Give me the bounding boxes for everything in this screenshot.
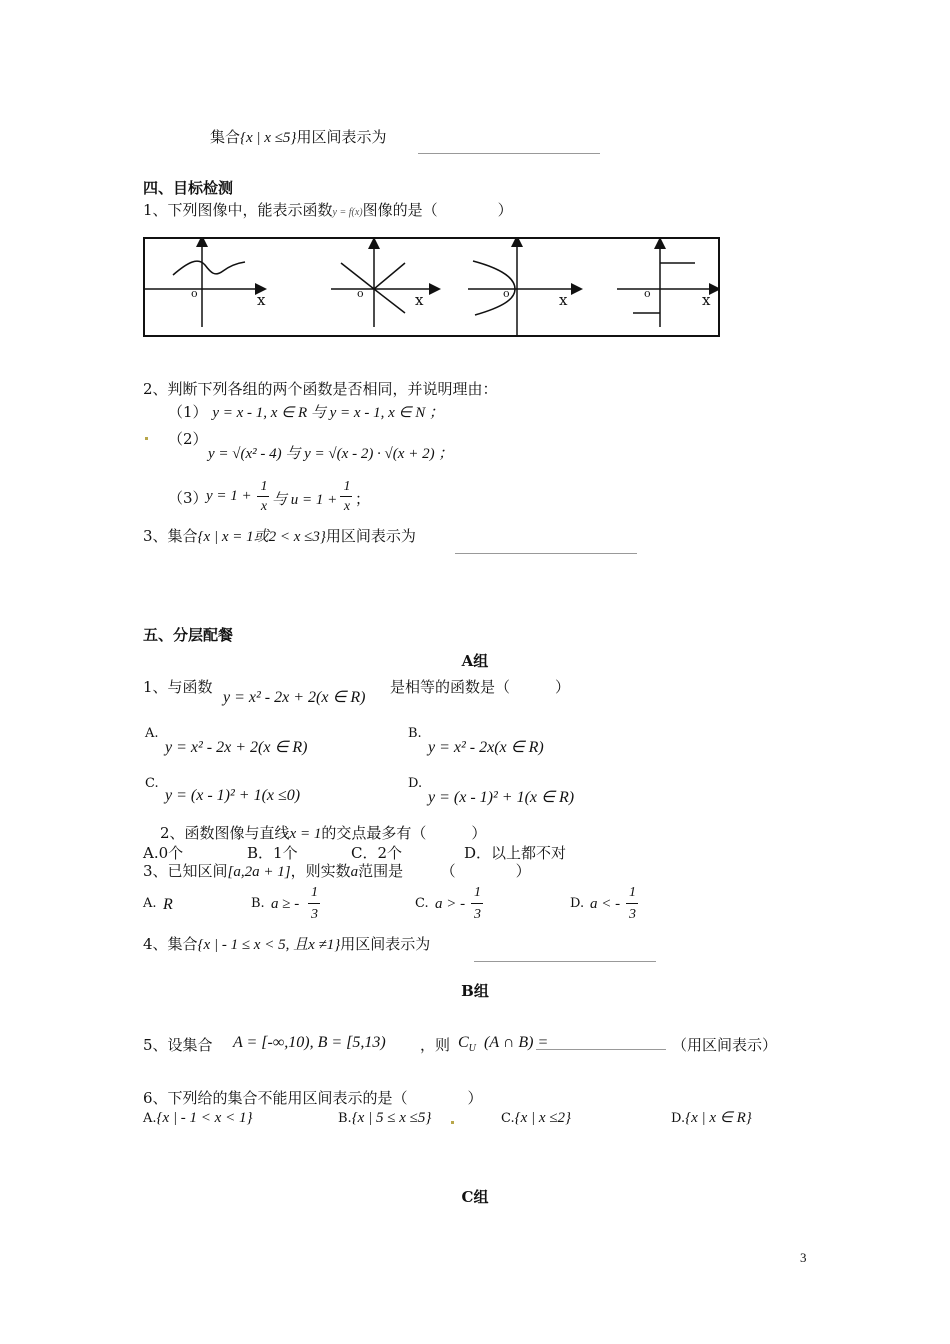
group-a-heading: A组 [461, 652, 489, 670]
frac-1-bar [257, 496, 269, 497]
s5-q1-opt-a-label: A. [145, 726, 159, 741]
origin-label-2: o [357, 287, 364, 300]
graph-3 [468, 241, 577, 335]
s5-q3-opt-b: a ≥ - [271, 896, 300, 912]
frac-d-num: 1 [629, 885, 636, 900]
stray-dot [451, 1121, 454, 1124]
answer-blank [536, 1049, 666, 1050]
s5-q5-math2: $C_U$ [458, 1034, 476, 1055]
s5-q2-opt-d: D．以上都不对 [464, 844, 567, 862]
origin-label-3: o [503, 287, 510, 300]
x-label-2: x [415, 291, 424, 309]
s5-q1-tail: 是相等的函数是（ ） [390, 678, 571, 696]
s5-q5-tail: （用区间表示） [672, 1036, 778, 1054]
s5-q1-math: y = x² - 2x + 2(x ∈ R) [223, 689, 366, 706]
s5-q1-opt-d-label: D. [408, 776, 423, 791]
origin-label-4: o [644, 287, 651, 300]
s4-q2-item-1: （1） y = x - 1, x ∈ R 与 y = x - 1, x ∈ N ； [168, 403, 445, 421]
frac-d-bar [626, 903, 638, 904]
s5-q5-text: 5、设集合 [143, 1036, 213, 1054]
frac-1-den: x [260, 499, 268, 514]
s5-q5-math3: (A ∩ B) = [484, 1034, 549, 1051]
answer-blank [418, 153, 600, 154]
frac-1-num: 1 [260, 479, 268, 494]
s5-q6-opt-a: A.{x | - 1 < x < 1} [143, 1110, 253, 1126]
answer-blank [474, 961, 656, 962]
s5-q5-mid: ，则 [420, 1036, 451, 1054]
s5-q2-opt-b: B．1个 [247, 844, 298, 862]
frac-b-den: 3 [311, 907, 318, 922]
frac-c-bar [471, 903, 483, 904]
s4-q1: 1、下列图像中，能表示函数y = f(x)图像的是（ ） [143, 201, 513, 219]
s5-q3-opt-d-label: D. [570, 896, 585, 911]
frac-2-den: x [343, 499, 351, 514]
s5-q3: 3、已知区间[a,2a + 1]，则实数a范围是 （ ） [143, 862, 531, 880]
s5-q5-math: A = [-∞,10), B = [5,13) [233, 1034, 386, 1051]
s4-q2-item-3: （3） [168, 489, 208, 507]
s5-q1-opt-c-label: C. [145, 776, 159, 791]
frac-c-den: 3 [474, 907, 481, 922]
s5-q2-opt-a: A.0个 [143, 844, 184, 862]
group-c-heading: C组 [461, 1188, 489, 1206]
stray-dot [145, 437, 148, 440]
s5-q3-opt-a-label: A. [143, 896, 157, 911]
s5-q1-opt-b-label: B. [408, 726, 422, 741]
s4-q3: 3、集合{x | x = 1或2 < x ≤3}用区间表示为 [143, 527, 416, 545]
s5-q1-text: 1、与函数 [143, 678, 213, 696]
s5-q3-opt-c-label: C. [415, 896, 429, 911]
graph-1 [145, 241, 261, 327]
graphs-svg [143, 237, 720, 337]
s5-q6-opt-d: D.{x | x ∈ R} [671, 1110, 752, 1126]
s4-q2-text: 2、判断下列各组的两个函数是否相同，并说明理由： [143, 380, 498, 398]
s5-q4: 4、集合{x | - 1 ≤ x < 5, 且x ≠1}用区间表示为 [143, 935, 431, 953]
page-number: 3 [800, 1250, 807, 1265]
section-5-heading: 五、分层配餐 [143, 626, 234, 644]
s5-q1-opt-a: y = x² - 2x + 2(x ∈ R) [165, 739, 308, 756]
s5-q1-opt-c: y = (x - 1)² + 1(x ≤0) [165, 787, 301, 804]
frac-2-num: 1 [343, 479, 351, 494]
s5-q3-opt-d: a < - [590, 896, 621, 912]
s5-q3-opt-a: R [163, 896, 173, 913]
x-label-1: x [257, 291, 266, 309]
frac-d-den: 3 [629, 907, 636, 922]
s5-q6-opt-c: C.{x | x ≤2} [501, 1110, 572, 1126]
s4-q2-item-3-end: ； [355, 490, 371, 508]
frac-b-num: 1 [311, 885, 318, 900]
frac-c-num: 1 [474, 885, 481, 900]
s5-q6-text: 6、下列给的集合不能用区间表示的是（ ） [143, 1089, 483, 1107]
frac-2-bar [340, 496, 352, 497]
s5-q2-opt-c: C．2个 [351, 844, 403, 862]
s4-q2-item-2-math: y = √(x² - 4) 与 y = √(x - 2) · √(x + 2) ； [208, 446, 454, 462]
s5-q6-opt-b: B.{x | 5 ≤ x ≤5} [338, 1110, 432, 1126]
origin-label-1: o [191, 287, 198, 300]
s5-q3-opt-b-label: B. [251, 896, 265, 911]
s4-q2-item-3-a: y = 1 + [206, 488, 252, 504]
s5-q3-opt-c: a > - [435, 896, 466, 912]
top-line: 集合{x | x ≤5}用区间表示为 [210, 128, 387, 146]
graph-4 [617, 243, 715, 327]
s4-q2-item-3-b: 与 u = 1 + [272, 492, 338, 508]
x-label-3: x [559, 291, 568, 309]
s4-q2-item-2-label: （2） [168, 430, 208, 448]
s5-q1-opt-b: y = x² - 2x(x ∈ R) [428, 739, 544, 756]
frac-b-bar [308, 903, 320, 904]
s5-q2: 2、函数图像与直线x = 1的交点最多有（ ） [160, 824, 487, 842]
section-4-heading: 四、目标检测 [143, 179, 234, 197]
graph-panel [143, 237, 720, 337]
s5-q1-opt-d: y = (x - 1)² + 1(x ∈ R) [428, 789, 575, 806]
answer-blank [455, 553, 637, 554]
graph-2 [331, 243, 435, 327]
x-label-4: x [702, 291, 711, 309]
group-b-heading: B组 [461, 982, 489, 1000]
